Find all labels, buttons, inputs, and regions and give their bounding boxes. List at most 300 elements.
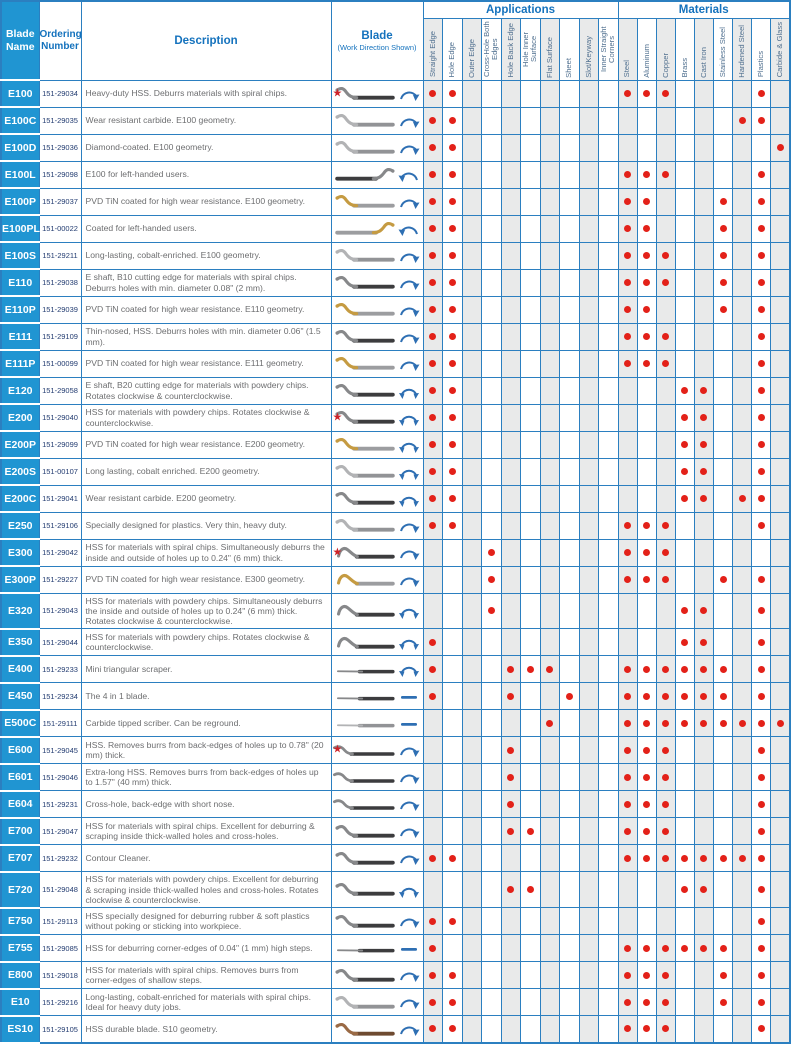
application-cell-outer-edge — [462, 872, 482, 908]
column-header-label: Steel — [622, 60, 632, 78]
applicability-dot — [662, 171, 669, 178]
material-cell-stainless-steel — [713, 269, 732, 296]
applicability-dot — [700, 886, 707, 893]
application-cell-sheet — [560, 512, 580, 539]
blade-name: E450 — [1, 683, 39, 710]
application-cell-straight-edge — [423, 908, 443, 935]
application-cell-hole-inner-surface — [521, 989, 541, 1016]
applicability-dot — [662, 945, 669, 952]
ordering-number: 151-29098 — [39, 161, 81, 188]
blade-row-e755 — [1, 935, 790, 962]
applicability-dot — [758, 279, 765, 286]
applicability-dot — [720, 720, 727, 727]
blade-row-e450 — [1, 683, 790, 710]
applicability-dot — [624, 360, 631, 367]
application-cell-hole-inner-surface — [521, 323, 541, 350]
applicability-dot — [662, 828, 669, 835]
material-cell-steel — [618, 242, 637, 269]
application-cell-straight-edge — [423, 818, 443, 845]
applicability-dot — [758, 414, 765, 421]
applicability-dot — [681, 607, 688, 614]
material-cell-brass — [675, 962, 694, 989]
material-cell-steel — [618, 566, 637, 593]
application-cell-straight-edge — [423, 791, 443, 818]
material-cell-brass — [675, 629, 694, 656]
blade-name: E600 — [1, 737, 39, 764]
column-header-cross-hole-both-edges — [482, 18, 502, 80]
blade-name: E320 — [1, 593, 39, 629]
material-cell-steel — [618, 161, 637, 188]
application-cell-slot-keyway — [579, 350, 599, 377]
material-cell-copper — [656, 350, 675, 377]
applicability-dot — [643, 972, 650, 979]
material-cell-copper — [656, 710, 675, 737]
applicability-dot — [662, 360, 669, 367]
material-cell-stainless-steel — [713, 350, 732, 377]
applicability-dot — [488, 607, 495, 614]
column-header-stainless-steel — [713, 18, 732, 80]
ordering-number: 151-29233 — [39, 656, 81, 683]
material-cell-brass — [675, 566, 694, 593]
material-cell-cast-iron — [694, 134, 713, 161]
blade-image-cell — [331, 512, 423, 539]
applicability-dot — [449, 360, 456, 367]
material-cell-aluminum — [637, 935, 656, 962]
application-cell-hole-edge — [443, 296, 463, 323]
blade-image-cell — [331, 80, 423, 107]
applicability-dot — [662, 855, 669, 862]
material-cell-aluminum — [637, 989, 656, 1016]
ordering-number: 151-29043 — [39, 593, 81, 629]
material-cell-aluminum — [637, 242, 656, 269]
application-cell-inner-straight-corners — [599, 323, 619, 350]
application-cell-cross-hole-both-edges — [482, 107, 502, 134]
material-cell-carbide-glass — [771, 872, 790, 908]
column-header-label: Sheet — [564, 57, 574, 78]
blade-image-wrap — [332, 567, 423, 593]
column-header-label: Outer Edge — [466, 38, 476, 78]
material-cell-plastics — [752, 377, 771, 404]
applicability-dot — [681, 495, 688, 502]
application-cell-hole-inner-surface — [521, 350, 541, 377]
applicability-dot — [429, 495, 436, 502]
application-cell-inner-straight-corners — [599, 215, 619, 242]
blade-header-subtitle: (Work Direction Shown) — [337, 42, 417, 52]
applicability-dot — [546, 720, 553, 727]
application-cell-sheet — [560, 935, 580, 962]
column-header-label: Copper — [660, 52, 670, 78]
material-cell-steel — [618, 323, 637, 350]
application-cell-cross-hole-both-edges — [482, 188, 502, 215]
blade-image-wrap — [332, 324, 423, 350]
application-cell-hole-back-edge — [501, 962, 521, 989]
application-cell-straight-edge — [423, 377, 443, 404]
material-cell-plastics — [752, 215, 771, 242]
application-cell-hole-edge — [443, 818, 463, 845]
application-cell-inner-straight-corners — [599, 656, 619, 683]
application-cell-cross-hole-both-edges — [482, 962, 502, 989]
column-header-cast-iron — [694, 18, 713, 80]
material-cell-copper — [656, 935, 675, 962]
material-cell-hardened-steel — [733, 134, 752, 161]
material-cell-carbide-glass — [771, 161, 790, 188]
blade-row-e110p — [1, 296, 790, 323]
column-header-slot-keyway — [579, 18, 599, 80]
applicability-dot — [624, 720, 631, 727]
blade-description: HSS for materials with powdery chips. Simultaneously deburrs the inside and outside of holes up to 0.24" (6 mm) thick. Rotates clockwise & counterclockwise. — [81, 593, 331, 629]
blade-photo — [333, 136, 397, 159]
application-cell-sheet — [560, 80, 580, 107]
application-cell-hole-back-edge — [501, 818, 521, 845]
blade-image-wrap — [332, 108, 423, 134]
application-cell-flat-surface — [540, 458, 560, 485]
material-cell-aluminum — [637, 215, 656, 242]
application-cell-sheet — [560, 323, 580, 350]
material-cell-aluminum — [637, 656, 656, 683]
blade-name: E300P — [1, 566, 39, 593]
bidirectional-rotation-arrow-icon — [397, 408, 421, 428]
material-cell-copper — [656, 989, 675, 1016]
blade-row-e720 — [1, 872, 790, 908]
material-cell-cast-iron — [694, 350, 713, 377]
application-cell-hole-inner-surface — [521, 737, 541, 764]
clockwise-rotation-arrow-icon — [397, 740, 421, 760]
blade-description: HSS for materials with spiral chips. Excellent for deburring & scraping inside thick-walled holes and cross-holes. — [81, 818, 331, 845]
material-cell-hardened-steel — [733, 404, 752, 431]
material-cell-stainless-steel — [713, 818, 732, 845]
material-cell-brass — [675, 485, 694, 512]
applicability-dot — [624, 549, 631, 556]
material-cell-carbide-glass — [771, 818, 790, 845]
material-cell-stainless-steel — [713, 656, 732, 683]
applicability-dot — [624, 774, 631, 781]
application-cell-cross-hole-both-edges — [482, 872, 502, 908]
application-cell-hole-back-edge — [501, 296, 521, 323]
material-cell-steel — [618, 458, 637, 485]
application-cell-cross-hole-both-edges — [482, 710, 502, 737]
material-cell-stainless-steel — [713, 134, 732, 161]
blade-row-e604 — [1, 791, 790, 818]
application-cell-sheet — [560, 908, 580, 935]
application-cell-hole-back-edge — [501, 404, 521, 431]
blade-image-cell — [331, 962, 423, 989]
blade-image-cell — [331, 791, 423, 818]
column-header-steel — [618, 18, 637, 80]
applicability-dot — [700, 607, 707, 614]
material-cell-stainless-steel — [713, 431, 732, 458]
application-cell-hole-inner-surface — [521, 161, 541, 188]
blade-description: PVD TiN coated for high wear resistance. E200 geometry. — [81, 431, 331, 458]
column-header-copper — [656, 18, 675, 80]
material-cell-carbide-glass — [771, 350, 790, 377]
blade-name: E300 — [1, 539, 39, 566]
application-cell-flat-surface — [540, 593, 560, 629]
applicability-dot — [449, 333, 456, 340]
column-header-hole-back-edge — [501, 18, 521, 80]
material-cell-hardened-steel — [733, 215, 752, 242]
applicability-dot — [758, 225, 765, 232]
application-cell-flat-surface — [540, 323, 560, 350]
blade-image-wrap — [332, 540, 423, 566]
blade-image-cell — [331, 134, 423, 161]
material-cell-stainless-steel — [713, 80, 732, 107]
material-cell-plastics — [752, 512, 771, 539]
application-cell-hole-inner-surface — [521, 791, 541, 818]
material-cell-brass — [675, 872, 694, 908]
applicability-dot — [662, 252, 669, 259]
application-cell-slot-keyway — [579, 908, 599, 935]
material-cell-hardened-steel — [733, 377, 752, 404]
application-cell-hole-edge — [443, 377, 463, 404]
application-cell-hole-inner-surface — [521, 80, 541, 107]
blade-image-cell — [331, 935, 423, 962]
application-cell-flat-surface — [540, 791, 560, 818]
application-cell-slot-keyway — [579, 323, 599, 350]
blade-description: Mini triangular scraper. — [81, 656, 331, 683]
material-cell-brass — [675, 404, 694, 431]
blade-description: Cross-hole, back-edge with short nose. — [81, 791, 331, 818]
material-cell-copper — [656, 764, 675, 791]
applicability-dot — [624, 90, 631, 97]
application-cell-slot-keyway — [579, 989, 599, 1016]
column-header-label: Hole Back Edge — [505, 23, 515, 78]
blade-image-wrap — [332, 432, 423, 458]
application-cell-outer-edge — [462, 629, 482, 656]
ordering-number: 151-29048 — [39, 872, 81, 908]
material-cell-steel — [618, 512, 637, 539]
material-cell-copper — [656, 629, 675, 656]
blade-photo — [333, 109, 397, 132]
application-cell-straight-edge — [423, 737, 443, 764]
material-cell-steel — [618, 134, 637, 161]
applicability-dot — [681, 387, 688, 394]
applicability-dot — [429, 999, 436, 1006]
material-cell-copper — [656, 80, 675, 107]
material-cell-copper — [656, 1016, 675, 1043]
applicability-dot — [758, 522, 765, 529]
material-cell-aluminum — [637, 107, 656, 134]
material-cell-brass — [675, 791, 694, 818]
applicability-dot — [624, 945, 631, 952]
application-cell-slot-keyway — [579, 764, 599, 791]
application-cell-straight-edge — [423, 1016, 443, 1043]
application-cell-hole-inner-surface — [521, 296, 541, 323]
applicability-dot — [643, 333, 650, 340]
blade-image-cell — [331, 1016, 423, 1043]
blade-name: E250 — [1, 512, 39, 539]
application-cell-straight-edge — [423, 404, 443, 431]
material-cell-cast-iron — [694, 242, 713, 269]
blade-row-e320 — [1, 593, 790, 629]
applicability-dot — [662, 747, 669, 754]
application-cell-cross-hole-both-edges — [482, 845, 502, 872]
applicability-dot — [449, 414, 456, 421]
material-cell-aluminum — [637, 431, 656, 458]
applicability-dot — [662, 801, 669, 808]
material-cell-carbide-glass — [771, 656, 790, 683]
application-cell-inner-straight-corners — [599, 593, 619, 629]
applicability-dot — [429, 414, 436, 421]
blade-row-e300 — [1, 539, 790, 566]
application-cell-flat-surface — [540, 962, 560, 989]
application-cell-flat-surface — [540, 161, 560, 188]
material-cell-copper — [656, 215, 675, 242]
material-cell-hardened-steel — [733, 683, 752, 710]
application-cell-straight-edge — [423, 962, 443, 989]
blade-description: Contour Cleaner. — [81, 845, 331, 872]
blade-image-wrap — [332, 629, 423, 655]
material-cell-hardened-steel — [733, 566, 752, 593]
ordering-number: 151-29085 — [39, 935, 81, 962]
application-cell-hole-edge — [443, 512, 463, 539]
blade-row-e100p — [1, 188, 790, 215]
blade-photo — [333, 937, 397, 960]
material-cell-cast-iron — [694, 764, 713, 791]
application-cell-hole-edge — [443, 1016, 463, 1043]
ordering-number: 151-29232 — [39, 845, 81, 872]
material-cell-carbide-glass — [771, 710, 790, 737]
applicability-dot — [758, 576, 765, 583]
application-cell-slot-keyway — [579, 215, 599, 242]
material-cell-carbide-glass — [771, 935, 790, 962]
blade-image-wrap — [332, 989, 423, 1015]
applicability-dot — [700, 639, 707, 646]
application-cell-straight-edge — [423, 845, 443, 872]
material-cell-stainless-steel — [713, 323, 732, 350]
ordering-number: 151-29018 — [39, 962, 81, 989]
blade-image-cell — [331, 872, 423, 908]
material-cell-cast-iron — [694, 656, 713, 683]
applicability-dot — [662, 549, 669, 556]
material-cell-brass — [675, 296, 694, 323]
ordering-number: 151-00099 — [39, 350, 81, 377]
material-cell-stainless-steel — [713, 161, 732, 188]
blade-description: HSS for materials with spiral chips. Simultaneously deburrs the inside and outside of holes up to 0.24" (6 mm) thick. — [81, 539, 331, 566]
application-cell-hole-back-edge — [501, 350, 521, 377]
blade-description: PVD TiN coated for high wear resistance. E110 geometry. — [81, 296, 331, 323]
application-cell-straight-edge — [423, 989, 443, 1016]
applicability-dot — [662, 774, 669, 781]
ordering-number: 151-29047 — [39, 818, 81, 845]
applicability-dot — [449, 972, 456, 979]
blade-name: E120 — [1, 377, 39, 404]
application-cell-flat-surface — [540, 908, 560, 935]
application-cell-hole-back-edge — [501, 161, 521, 188]
blade-row-e111p — [1, 350, 790, 377]
material-cell-cast-iron — [694, 845, 713, 872]
material-cell-cast-iron — [694, 737, 713, 764]
material-cell-copper — [656, 188, 675, 215]
blade-row-e200p — [1, 431, 790, 458]
application-cell-cross-hole-both-edges — [482, 134, 502, 161]
material-cell-cast-iron — [694, 215, 713, 242]
material-cell-cast-iron — [694, 161, 713, 188]
applicability-dot — [507, 886, 514, 893]
application-cell-cross-hole-both-edges — [482, 539, 502, 566]
blade-image-wrap — [332, 710, 423, 736]
blade-photo — [333, 712, 397, 735]
blade-name: E200 — [1, 404, 39, 431]
application-cell-hole-inner-surface — [521, 539, 541, 566]
applicability-dot — [662, 90, 669, 97]
application-cell-hole-back-edge — [501, 764, 521, 791]
application-cell-hole-edge — [443, 935, 463, 962]
blade-photo — [333, 766, 397, 789]
clockwise-rotation-arrow-icon — [397, 84, 421, 104]
material-cell-carbide-glass — [771, 188, 790, 215]
application-cell-straight-edge — [423, 458, 443, 485]
material-cell-stainless-steel — [713, 737, 732, 764]
blade-description: E shaft, B10 cutting edge for materials with spiral chips. Deburrs holes with min. diameter 0.08" (2 mm). — [81, 269, 331, 296]
application-cell-sheet — [560, 593, 580, 629]
material-cell-cast-iron — [694, 989, 713, 1016]
applicability-dot — [643, 549, 650, 556]
blade-row-e350 — [1, 629, 790, 656]
application-cell-slot-keyway — [579, 818, 599, 845]
application-cell-cross-hole-both-edges — [482, 989, 502, 1016]
blade-image-wrap — [332, 135, 423, 161]
material-cell-steel — [618, 818, 637, 845]
clockwise-rotation-arrow-icon — [397, 111, 421, 131]
column-header-label: Slot/Keyway — [583, 35, 593, 78]
clockwise-rotation-arrow-icon — [397, 327, 421, 347]
material-cell-hardened-steel — [733, 512, 752, 539]
applicability-dot — [507, 666, 514, 673]
material-cell-copper — [656, 872, 675, 908]
applicability-dot — [643, 774, 650, 781]
material-cell-copper — [656, 791, 675, 818]
column-header-label: Flat Surface — [544, 36, 554, 78]
application-cell-outer-edge — [462, 818, 482, 845]
applicability-dot — [624, 279, 631, 286]
applicability-dot — [643, 306, 650, 313]
linear-motion-dash-icon — [397, 713, 421, 733]
application-cell-hole-inner-surface — [521, 107, 541, 134]
ordering-number-column-header: Ordering Number — [39, 1, 81, 80]
column-header-label: Hardened Steel — [737, 24, 747, 78]
blade-description: The 4 in 1 blade. — [81, 683, 331, 710]
material-cell-hardened-steel — [733, 323, 752, 350]
application-cell-hole-back-edge — [501, 737, 521, 764]
material-cell-hardened-steel — [733, 845, 752, 872]
material-cell-steel — [618, 845, 637, 872]
applicability-dot — [758, 747, 765, 754]
material-cell-cast-iron — [694, 539, 713, 566]
blade-image-wrap — [332, 818, 423, 844]
applicability-dot — [662, 666, 669, 673]
application-cell-hole-edge — [443, 80, 463, 107]
column-header-label: Carbide & Glass — [774, 22, 784, 78]
blade-photo — [333, 1018, 397, 1041]
material-cell-hardened-steel — [733, 656, 752, 683]
application-cell-straight-edge — [423, 323, 443, 350]
application-cell-cross-hole-both-edges — [482, 269, 502, 296]
material-cell-brass — [675, 80, 694, 107]
material-cell-brass — [675, 1016, 694, 1043]
material-cell-copper — [656, 431, 675, 458]
applicability-dot — [624, 747, 631, 754]
material-cell-hardened-steel — [733, 989, 752, 1016]
material-cell-stainless-steel — [713, 935, 732, 962]
application-cell-cross-hole-both-edges — [482, 593, 502, 629]
material-cell-stainless-steel — [713, 458, 732, 485]
material-cell-brass — [675, 818, 694, 845]
blade-name: E720 — [1, 872, 39, 908]
material-cell-plastics — [752, 1016, 771, 1043]
blade-image-wrap — [332, 791, 423, 817]
applicability-dot — [700, 495, 707, 502]
applicability-dot — [681, 855, 688, 862]
